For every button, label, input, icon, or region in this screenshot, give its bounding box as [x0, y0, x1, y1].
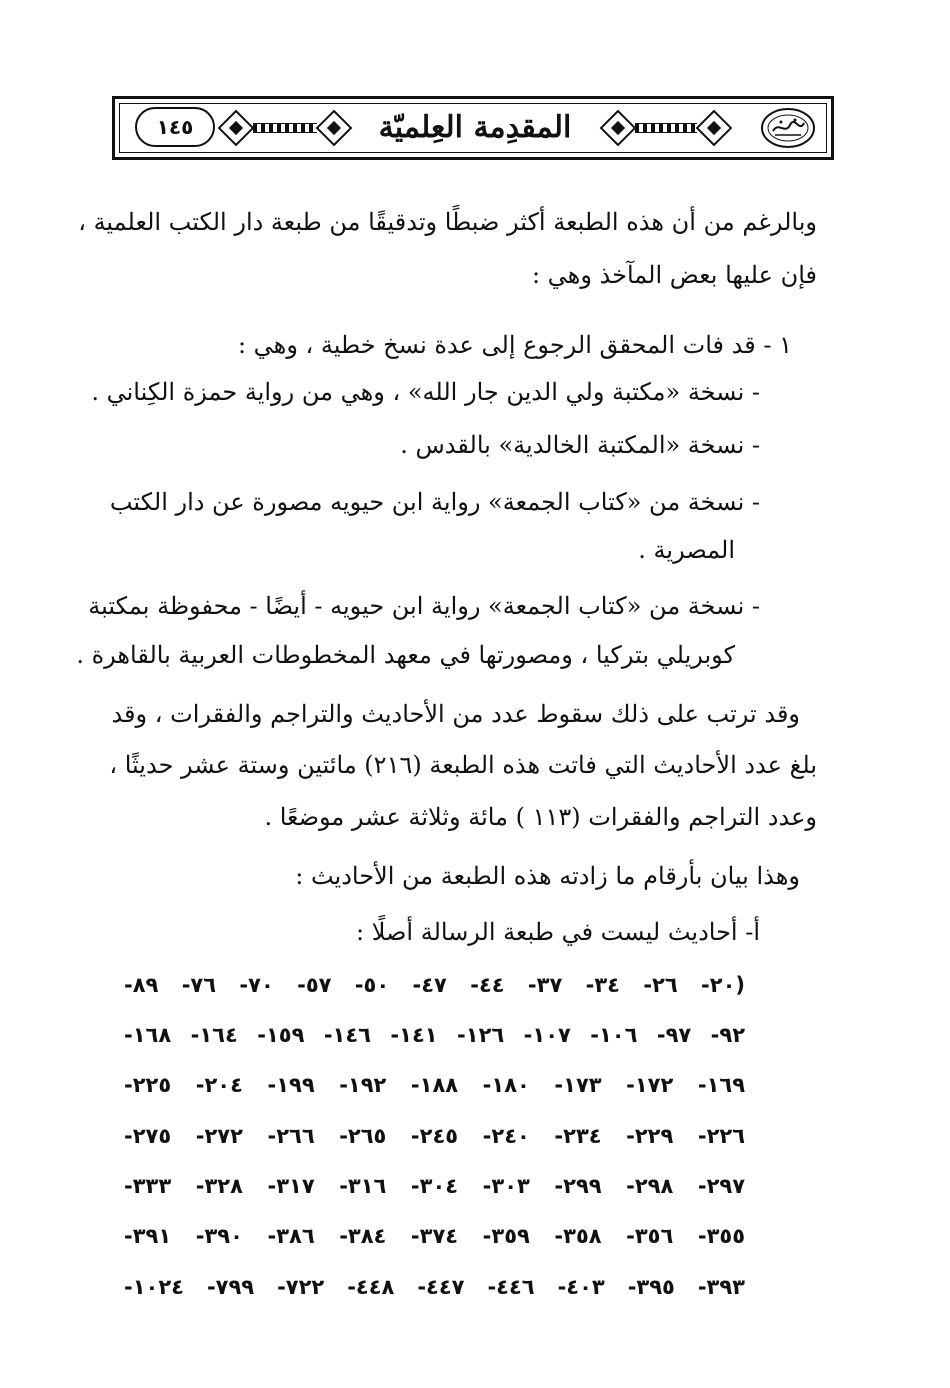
- page-number: ١٤٥: [135, 107, 215, 147]
- header-ornament-left: [223, 111, 347, 145]
- paragraph-line: بلغ عدد الأحاديث التي فاتت هذه الطبعة (٢١٦) مائتين وستة عشر حديثًا ،: [109, 751, 817, 779]
- knot-ornament-icon: [218, 110, 255, 147]
- hadith-number-line: ٣٩٣- ٣٩٥- ٤٠٣- ٤٤٦- ٤٤٧- ٤٤٨- ٧٢٢- ٧٩٩- ١٠٢٤-: [124, 1275, 745, 1299]
- list-item: - نسخة من «كتاب الجمعة» رواية ابن حيويه مصورة عن دار الكتب: [109, 488, 760, 516]
- list-item: - نسخة من «كتاب الجمعة» رواية ابن حيويه - أيضًا - محفوظة بمكتبة: [88, 592, 760, 620]
- hadith-number-line: (٢٠- ٢٦- ٣٤- ٣٧- ٤٤- ٤٧- ٥٠- ٥٧- ٧٠- ٧٦- ٨٩-: [124, 973, 745, 997]
- rope-ornament-icon: [253, 123, 317, 133]
- running-title: المقدِمة العِلميّة: [378, 110, 572, 145]
- hadith-number-line: ١٦٩- ١٧٢- ١٧٣- ١٨٠- ١٨٨- ١٩٢- ١٩٩- ٢٠٤- ٢٢٥-: [124, 1073, 746, 1097]
- hadith-number-line: ٢٩٧- ٢٩٨- ٢٩٩- ٣٠٣- ٣٠٤- ٣١٦- ٣١٧- ٣٢٨- ٣٣٣-: [124, 1174, 746, 1198]
- intro-line: وهذا بيان بأرقام ما زادته هذه الطبعة من الأحاديث :: [295, 862, 800, 890]
- section-heading: أ- أحاديث ليست في طبعة الرسالة أصلًا :: [355, 918, 760, 946]
- header-ornament-right: [605, 111, 727, 145]
- paragraph-line: وقد ترتب على ذلك سقوط عدد من الأحاديث والتراجم والفقرات ، وقد: [111, 700, 800, 728]
- list-item-heading: ١ - قد فات المحقق الرجوع إلى عدة نسخ خطية ، وهي :: [237, 331, 792, 359]
- knot-ornament-icon: [600, 110, 637, 147]
- list-item-continuation: المصرية .: [638, 536, 735, 564]
- knot-ornament-icon: [316, 110, 353, 147]
- page-header: [112, 96, 834, 160]
- knot-ornament-icon: [696, 110, 733, 147]
- list-item: - نسخة «المكتبة الخالدية» بالقدس .: [400, 431, 760, 459]
- hadith-number-line: ٩٢- ٩٧- ١٠٦- ١٠٧- ١٢٦- ١٤١- ١٤٦- ١٥٩- ١٦٤- ١٦٨-: [124, 1023, 746, 1047]
- hadith-number-line: ٢٢٦- ٢٢٩- ٢٣٤- ٢٤٠- ٢٤٥- ٢٦٥- ٢٦٦- ٢٧٢- ٢٧٥-: [124, 1124, 746, 1148]
- list-item-continuation: كوبريلي بتركيا ، ومصورتها في معهد المخطوطات العربية بالقاهرة .: [76, 641, 735, 669]
- paragraph-line: وبالرغم من أن هذه الطبعة أكثر ضبطًا وتدقيقًا من طبعة دار الكتب العلمية ،: [78, 208, 817, 236]
- rope-ornament-icon: [635, 123, 697, 133]
- paragraph-line: وعدد التراجم والفقرات (١١٣ ) مائة وثلاثة عشر موضعًا .: [264, 803, 817, 831]
- list-item: - نسخة «مكتبة ولي الدين جار الله» ، وهي من رواية حمزة الكِناني .: [91, 378, 760, 406]
- hadith-number-line: ٣٥٥- ٣٥٦- ٣٥٨- ٣٥٩- ٣٧٤- ٣٨٤- ٣٨٦- ٣٩٠- ٣٩١-: [124, 1224, 746, 1248]
- paragraph-line: فإن عليها بعض المآخذ وهي :: [531, 261, 817, 289]
- book-emblem-icon: [759, 105, 817, 151]
